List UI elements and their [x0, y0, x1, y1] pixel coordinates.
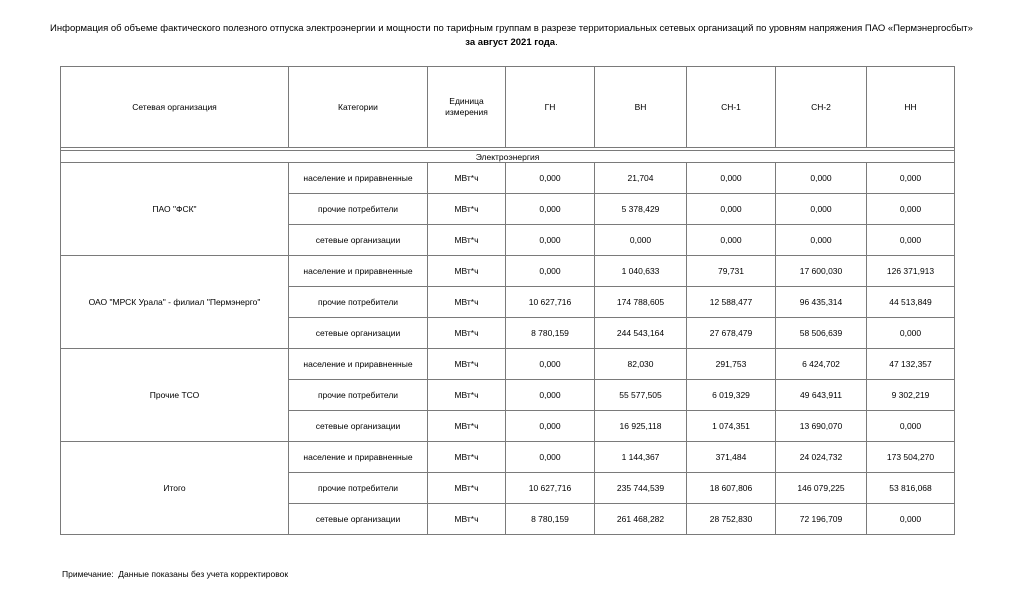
org-cell: Прочие ТСО: [61, 349, 289, 442]
unit-cell: МВт*ч: [428, 318, 506, 349]
header-category: Категории: [289, 67, 428, 148]
footnote-text: Данные показаны без учета корректировок: [118, 569, 289, 579]
footnote-label: Примечание:: [62, 569, 114, 579]
title-period: за август 2021 года: [465, 37, 556, 48]
header-unit-line2: измерения: [445, 107, 488, 117]
gn-cell: 0,000: [506, 225, 595, 256]
header-gn: ГН: [506, 67, 595, 148]
sn1-cell: 12 588,477: [687, 287, 776, 318]
section-row: [61, 151, 955, 163]
gn-cell: 0,000: [506, 194, 595, 225]
sn1-cell: 0,000: [687, 225, 776, 256]
unit-cell: МВт*ч: [428, 380, 506, 411]
sn2-cell: 72 196,709: [776, 504, 867, 535]
vn-cell: 5 378,429: [595, 194, 687, 225]
category-cell: население и приравненные: [289, 256, 428, 287]
vn-cell: 235 744,539: [595, 473, 687, 504]
nn-cell: 47 132,357: [867, 349, 955, 380]
sn1-cell: 79,731: [687, 256, 776, 287]
gn-cell: 0,000: [506, 411, 595, 442]
nn-cell: 0,000: [867, 411, 955, 442]
org-cell: Итого: [61, 442, 289, 535]
title-line-1: Информация об объеме фактического полезного отпуска электроэнергии и мощности по тарифным группам в разрезе территориальных сетевых организаций по уровням напряжения ПАО «Пермэнергосбыт»: [50, 23, 973, 34]
category-cell: население и приравненные: [289, 442, 428, 473]
sn2-cell: 96 435,314: [776, 287, 867, 318]
table-row: [61, 256, 955, 287]
sn2-cell: 0,000: [776, 194, 867, 225]
gn-cell: 0,000: [506, 380, 595, 411]
nn-cell: 0,000: [867, 194, 955, 225]
sn1-cell: 291,753: [687, 349, 776, 380]
unit-cell: МВт*ч: [428, 287, 506, 318]
vn-cell: 1 144,367: [595, 442, 687, 473]
gn-cell: 8 780,159: [506, 318, 595, 349]
vn-cell: 16 925,118: [595, 411, 687, 442]
unit-cell: МВт*ч: [428, 349, 506, 380]
sn1-cell: 0,000: [687, 163, 776, 194]
sn1-cell: 371,484: [687, 442, 776, 473]
nn-cell: 0,000: [867, 504, 955, 535]
unit-cell: МВт*ч: [428, 504, 506, 535]
sn2-cell: 24 024,732: [776, 442, 867, 473]
vn-cell: 1 040,633: [595, 256, 687, 287]
header-sn1: СН-1: [687, 67, 776, 148]
gn-cell: 0,000: [506, 349, 595, 380]
title-period-suffix: .: [555, 37, 558, 48]
org-cell: ОАО "МРСК Урала" - филиал "Пермэнерго": [61, 256, 289, 349]
unit-cell: МВт*ч: [428, 473, 506, 504]
unit-cell: МВт*ч: [428, 411, 506, 442]
nn-cell: 44 513,849: [867, 287, 955, 318]
gn-cell: 10 627,716: [506, 287, 595, 318]
nn-cell: 0,000: [867, 163, 955, 194]
sn1-cell: 6 019,329: [687, 380, 776, 411]
vn-cell: 244 543,164: [595, 318, 687, 349]
sn1-cell: 27 678,479: [687, 318, 776, 349]
gn-cell: 10 627,716: [506, 473, 595, 504]
category-cell: прочие потребители: [289, 380, 428, 411]
sn2-cell: 49 643,911: [776, 380, 867, 411]
gn-cell: 0,000: [506, 256, 595, 287]
category-cell: сетевые организации: [289, 318, 428, 349]
header-unit: [428, 67, 506, 148]
header-org: Сетевая организация: [61, 67, 289, 148]
footnote: [62, 569, 288, 579]
report-title: [0, 22, 1023, 50]
unit-cell: МВт*ч: [428, 442, 506, 473]
nn-cell: 0,000: [867, 225, 955, 256]
section-label: Электроэнергия: [61, 151, 955, 163]
sn1-cell: 28 752,830: [687, 504, 776, 535]
table-row: [61, 442, 955, 473]
category-cell: прочие потребители: [289, 194, 428, 225]
category-cell: сетевые организации: [289, 411, 428, 442]
vn-cell: 174 788,605: [595, 287, 687, 318]
vn-cell: 82,030: [595, 349, 687, 380]
sn2-cell: 146 079,225: [776, 473, 867, 504]
nn-cell: 173 504,270: [867, 442, 955, 473]
gn-cell: 0,000: [506, 163, 595, 194]
sn2-cell: 13 690,070: [776, 411, 867, 442]
category-cell: сетевые организации: [289, 225, 428, 256]
title-line-2: [0, 36, 1023, 50]
sn1-cell: 0,000: [687, 194, 776, 225]
nn-cell: 126 371,913: [867, 256, 955, 287]
vn-cell: 261 468,282: [595, 504, 687, 535]
org-cell: ПАО "ФСК": [61, 163, 289, 256]
unit-cell: МВт*ч: [428, 163, 506, 194]
category-cell: сетевые организации: [289, 504, 428, 535]
sn2-cell: 17 600,030: [776, 256, 867, 287]
nn-cell: 0,000: [867, 318, 955, 349]
table-row: [61, 163, 955, 194]
unit-cell: МВт*ч: [428, 256, 506, 287]
header-vn: ВН: [595, 67, 687, 148]
gn-cell: 8 780,159: [506, 504, 595, 535]
nn-cell: 9 302,219: [867, 380, 955, 411]
sn2-cell: 58 506,639: [776, 318, 867, 349]
energy-table: [60, 66, 955, 535]
vn-cell: 55 577,505: [595, 380, 687, 411]
vn-cell: 21,704: [595, 163, 687, 194]
category-cell: население и приравненные: [289, 349, 428, 380]
header-row: [61, 67, 955, 148]
header-nn: НН: [867, 67, 955, 148]
vn-cell: 0,000: [595, 225, 687, 256]
sn2-cell: 0,000: [776, 225, 867, 256]
unit-cell: МВт*ч: [428, 225, 506, 256]
category-cell: прочие потребители: [289, 473, 428, 504]
sn2-cell: 6 424,702: [776, 349, 867, 380]
header-unit-line1: Единица: [449, 96, 484, 106]
category-cell: население и приравненные: [289, 163, 428, 194]
header-sn2: СН-2: [776, 67, 867, 148]
gn-cell: 0,000: [506, 442, 595, 473]
sn1-cell: 18 607,806: [687, 473, 776, 504]
category-cell: прочие потребители: [289, 287, 428, 318]
sn2-cell: 0,000: [776, 163, 867, 194]
table-body: [61, 163, 955, 535]
unit-cell: МВт*ч: [428, 194, 506, 225]
nn-cell: 53 816,068: [867, 473, 955, 504]
table-row: [61, 349, 955, 380]
sn1-cell: 1 074,351: [687, 411, 776, 442]
